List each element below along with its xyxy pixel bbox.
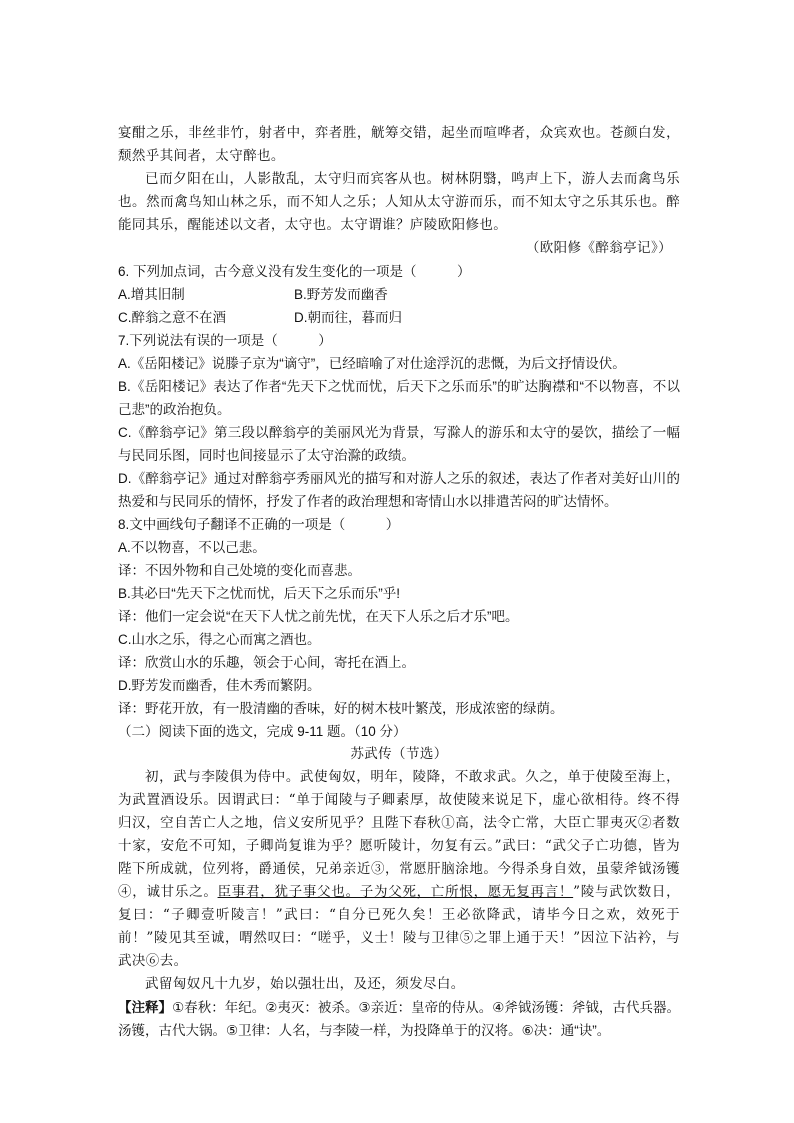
q8-option-c-translation: 译：欣赏山水的乐趣，领会于心间，寄托在酒上。	[118, 655, 415, 670]
section2-paragraph-1-part-1: 初，武与李陵俱为侍中。武使匈奴，明年，陵降，不敢求武。久之，单于使陵至海上，为武置酒设乐。因谓武曰：“单于闻陵与子卿素厚，故使陵来说足下，虚心欲相待。终不得归汉，空自苦亡人之地，信义安所见乎？且陛下春秋①高，法令亡常，大臣亡罪夷灭②者数十家，安危不可知，子卿尚复谁为乎？愿听陵计，勿复有云。”武曰：“武父子亡功德，皆为陛下所成就，位列将，爵通侯，兄弟亲近③，常愿肝脑涂地。今得杀身自效，虽蒙斧钺汤镬④，诚甘乐之。	[118, 769, 680, 900]
q6-option-c: C.醉翁之意不在酒	[118, 310, 226, 325]
passage1-paragraph-2: 已而夕阳在山，人影散乱，太守归而宾客从也。树林阴翳，鸣声上下，游人去而禽鸟乐也。然而禽鸟知山林之乐，而不知人之乐；人知从太守游而乐，而不知太守之乐其乐也。醉能同其乐，醒能述以文者，太守也。太守谓谁？庐陵欧阳修也。	[118, 171, 680, 233]
q6-option-d: D.朝而往，暮而归	[294, 310, 402, 325]
q8-option-d: D.野芳发而幽香，佳木秀而繁阴。	[118, 678, 321, 693]
q6-options-row-1	[118, 283, 680, 306]
q6-option-b: B.野芳发而幽香	[294, 287, 388, 302]
passage1-paragraph-1: 宴酣之乐，非丝非竹，射者中，弈者胜，觥筹交错，起坐而喧哗者，众宾欢也。苍颜白发，颓然乎其间者，太守醉也。	[118, 125, 680, 164]
section2-paragraph-2: 武留匈奴凡十九岁，始以强壮出，及还，须发尽白。	[145, 976, 465, 992]
q8-option-c: C.山水之乐，得之心而寓之酒也。	[118, 632, 321, 647]
q6-stem: 6. 下列加点词，古今意义没有发生变化的一项是（ ）	[118, 264, 471, 279]
section2-heading: （二）阅读下面的选文，完成 9-11 题。（10 分）	[118, 724, 407, 739]
section2-title: 苏武传（节选）	[350, 746, 448, 762]
underlined-sentence: 臣事君，犹子事父也。子为父死，亡所恨，愿无复再言！	[217, 884, 574, 900]
q8-option-b-translation: 译：他们一定会说“在天下人忧之前先忧，在天下人乐之后才乐”吧。	[118, 609, 519, 624]
q7-option-c: C.《醉翁亭记》第三段以醉翁亭的美丽风光为背景，写滁人的游乐和太守的晏饮，描绘了一幅与民同乐图，同时也间接显示了太守治滁的政绩。	[118, 425, 680, 463]
q7-stem: 7.下列说法有误的一项是（ ）	[118, 333, 332, 348]
q8-stem: 8.文中画线句子翻译不正确的一项是（ ）	[118, 517, 400, 532]
q7-option-a: A.《岳阳楼记》说滕子京为“谪守”，已经暗喻了对仕途浮沉的悲慨，为后文抒情设伏。	[118, 356, 626, 371]
q7-option-b: B.《岳阳楼记》表达了作者“先天下之忧而忧，后天下之乐而乐”的旷达胸襟和“不以物喜，不以己悲”的政治抱负。	[118, 379, 680, 417]
notes-label: 【注释】	[118, 1000, 173, 1015]
document-page	[118, 122, 680, 1042]
section2-paragraph-1	[118, 766, 680, 973]
passage1-source: （欧阳修《醉翁亭记》）	[525, 240, 672, 256]
section2-paragraph-1-part-2: ”陵与武饮数日，复曰：“子卿壹听陵言！”武曰：“自分已死久矣！王必欲降武，请毕今日之欢，效死于前！”陵见其至诚，喟然叹曰：“嗟乎，义士！陵与卫律⑤之罪上通于天！”因泣下沾衿，与武决⑥去。	[118, 884, 680, 969]
q7-option-d: D.《醉翁亭记》通过对醉翁亭秀丽风光的描写和对游人之乐的叙述，表达了作者对美好山川的热爱和与民同乐的情怀，抒发了作者的政治理想和寄情山水以排遣苦闷的旷达情怀。	[118, 471, 680, 509]
q6-option-a: A.增其旧制	[118, 287, 185, 302]
section2-notes	[118, 996, 680, 1042]
q8-option-b: B.其必曰“先天下之忧而忧，后天下之乐而乐”乎!	[118, 586, 400, 601]
notes-text: ①春秋：年纪。②夷灭：被杀。③亲近：皇帝的侍从。④斧钺汤镬：斧钺，古代兵器。汤镬，古代大锅。⑤卫律：人名，与李陵一样，为投降单于的汉将。⑥决：通“诀”。	[118, 1000, 680, 1038]
q8-option-a: A.不以物喜，不以己悲。	[118, 540, 266, 555]
q8-option-d-translation: 译：野花开放，有一股清幽的香味，好的树木枝叶繁茂，形成浓密的绿荫。	[118, 701, 564, 716]
q6-options-row-2	[118, 306, 680, 329]
q8-option-a-translation: 译：不因外物和自己处境的变化而喜悲。	[118, 563, 361, 578]
